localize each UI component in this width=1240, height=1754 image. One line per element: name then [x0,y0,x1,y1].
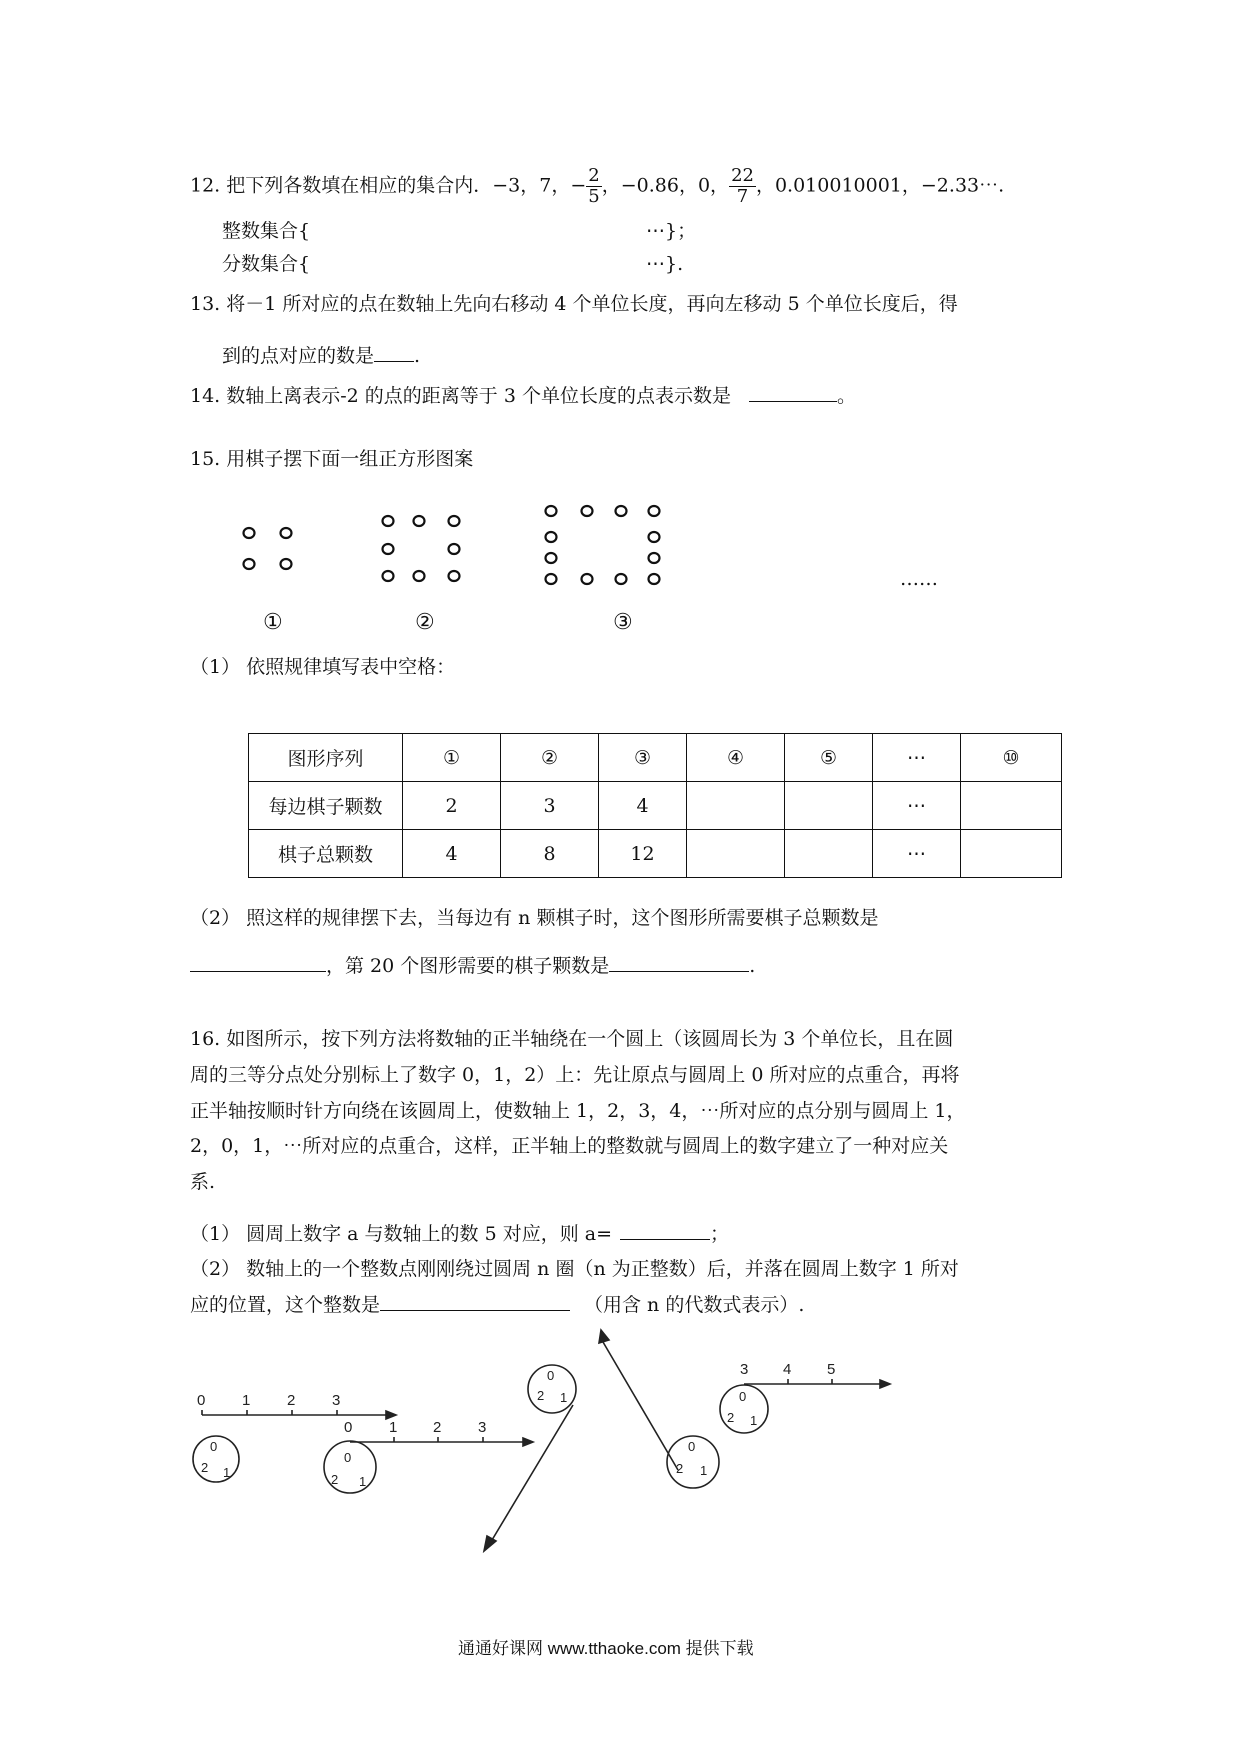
fig-label-3: ③ [613,610,633,635]
circle-5-label-2: 2 [727,1410,735,1425]
q15-answer-blank-2[interactable] [609,953,749,972]
axis-1-arrow [386,1411,396,1419]
q13-line2: 到的点对应的数是 . [222,345,421,367]
q12-suffix: ，0.010010001，−2.33⋯. [755,174,1005,197]
q12-mid: ，−0.86，0， [601,174,730,197]
axis-1-tick-0: 0 [197,1392,206,1409]
table-cell: ④ [687,734,785,782]
set-fraction-label: 分数集合{ [222,253,311,275]
wrap-circle-3 [528,1365,576,1413]
circle-3-label-0: 0 [547,1368,555,1383]
axis-2-tick-2: 2 [433,1419,442,1436]
table-row [249,782,1062,830]
table-cell: ① [403,734,501,782]
q16-line-5: 系. [190,1171,216,1193]
table-cell: 每边棋子颗数 [249,782,403,830]
circle-4-label-0: 0 [688,1439,696,1454]
fig-label-1: ① [263,610,283,635]
circle-1-label-2: 2 [201,1460,209,1475]
q12-fraction-2: $\frac{22}{7}$ [731,165,754,207]
table-cell: ⑤ [785,734,873,782]
table-cell[interactable] [785,830,873,878]
table-cell: 2 [403,782,501,830]
table-cell[interactable] [785,782,873,830]
circle-2-label-2: 2 [331,1472,339,1487]
q13-line1: 13. 将－1 所对应的点在数轴上先向右移动 4 个单位长度，再向左移动 5 个单位长度后，得 [190,293,958,315]
circle-1-label-0: 0 [210,1439,218,1454]
table-cell: 12 [599,830,687,878]
table-cell: ⑩ [961,734,1062,782]
q14-line: 14. 数轴上离表示-2 的点的距离等于 3 个单位长度的点表示数是 。 [190,385,856,407]
table-cell: ⋯ [873,782,961,830]
table-cell: 4 [403,830,501,878]
q16-line-1: 16. 如图所示，按下列方法将数轴的正半轴绕在一个圆上（该圆周长为 3 个单位长，且在圆 [190,1028,954,1050]
table-cell[interactable] [687,830,785,878]
axis-5-tick-3: 3 [740,1361,749,1378]
table-row [249,830,1062,878]
table-cell[interactable] [687,782,785,830]
ellipsis-text: …… [900,568,938,590]
table-cell: 棋子总颗数 [249,830,403,878]
wrap-circle-1 [193,1436,239,1482]
q16-answer-blank-integer[interactable] [380,1292,570,1311]
axis-2-tick-1: 1 [389,1419,398,1436]
q15-answer-blank-1[interactable] [190,953,326,972]
set-fraction-end: ⋯}. [646,253,684,275]
q13-answer-blank[interactable] [374,343,414,362]
q16-line-4: 2，0，1，⋯所对应的点重合，这样，正半轴上的整数就与圆周上的数字建立了一种对应关 [190,1135,949,1157]
axis-2-tick-3: 3 [478,1419,487,1436]
circle-1-label-1: 1 [223,1465,231,1480]
axis-4-line [603,1342,678,1470]
axis-1-tick-3: 3 [332,1392,341,1409]
q15-title: 15. 用棋子摆下面一组正方形图案 [190,448,474,470]
set-integer-label: 整数集合{ [222,220,311,242]
q15-part2-line1: （2） 照这样的规律摆下去，当每边有 n 颗棋子时，这个图形所需要棋子总颗数是 [190,907,879,929]
q14-answer-blank[interactable] [749,383,837,402]
circle-5-label-1: 1 [750,1413,758,1428]
table-cell: ③ [599,734,687,782]
table-cell: 3 [501,782,599,830]
table-cell: 图形序列 [249,734,403,782]
circle-4-label-1: 1 [700,1463,708,1478]
table-cell: 4 [599,782,687,830]
wrap-circle-2 [324,1441,376,1493]
table-cell[interactable] [961,830,1062,878]
q16-line-2: 周的三等分点处分别标上了数字 0，1，2）上：先让原点与圆周上 0 所对应的点重合，再将 [190,1064,960,1086]
q15-part2-line2: ，第 20 个图形需要的棋子颗数是 . [190,953,755,978]
axis-2-tick-0: 0 [344,1419,353,1436]
table-cell: ⋯ [873,830,961,878]
circle-2-label-0: 0 [344,1450,352,1465]
axis-5-tick-5: 5 [827,1361,836,1378]
axis-5-tick-4: 4 [783,1361,792,1378]
circle-5-label-0: 0 [739,1389,747,1404]
table-cell: ⋯ [873,734,961,782]
table-cell[interactable] [961,782,1062,830]
circle-4-label-2: 2 [676,1461,684,1476]
circle-3-label-2: 2 [537,1388,545,1403]
rule-table [248,733,1062,878]
q15-part1: （1） 依照规律填写表中空格： [190,656,456,678]
set-integer-end: ⋯}； [646,220,697,242]
circle-3-label-1: 1 [560,1390,568,1405]
circle-2-label-1: 1 [359,1474,367,1489]
q16-part2-line1: （2） 数轴上的一个整数点刚刚绕过圆周 n 圈（n 为正整数）后，并落在圆周上数字 1 所对 [190,1258,959,1280]
q16-part2-line2: 应的位置，这个整数是 （用含 n 的代数式表示）. [190,1294,805,1316]
wrap-circle-4 [667,1436,719,1488]
table-cell: 8 [501,830,599,878]
q12-prefix: 12. 把下列各数填在相应的集合内．−3，7，− [190,174,587,197]
q12-line [190,166,1004,207]
footer-text: 通通好课网 www.tthaoke.com 提供下载 [458,1639,754,1658]
q16-answer-blank-a[interactable] [620,1221,710,1240]
q16-line-3: 正半轴按顺时针方向绕在该圆周上，使数轴上 1，2，3，4，⋯所对应的点分别与圆周上 1， [190,1100,966,1122]
table-cell: ② [501,734,599,782]
wrap-circle-5 [720,1385,768,1433]
q12-fraction-1: $\frac{2}{5}$ [588,165,600,207]
axis-1-tick-1: 1 [242,1392,251,1409]
fig-label-2: ② [415,610,435,635]
axis-3-line [489,1405,573,1545]
table-row [249,734,1062,782]
q16-part1: （1） 圆周上数字 a 与数轴上的数 5 对应，则 a= ； [190,1223,730,1245]
axis-1-tick-2: 2 [287,1392,296,1409]
